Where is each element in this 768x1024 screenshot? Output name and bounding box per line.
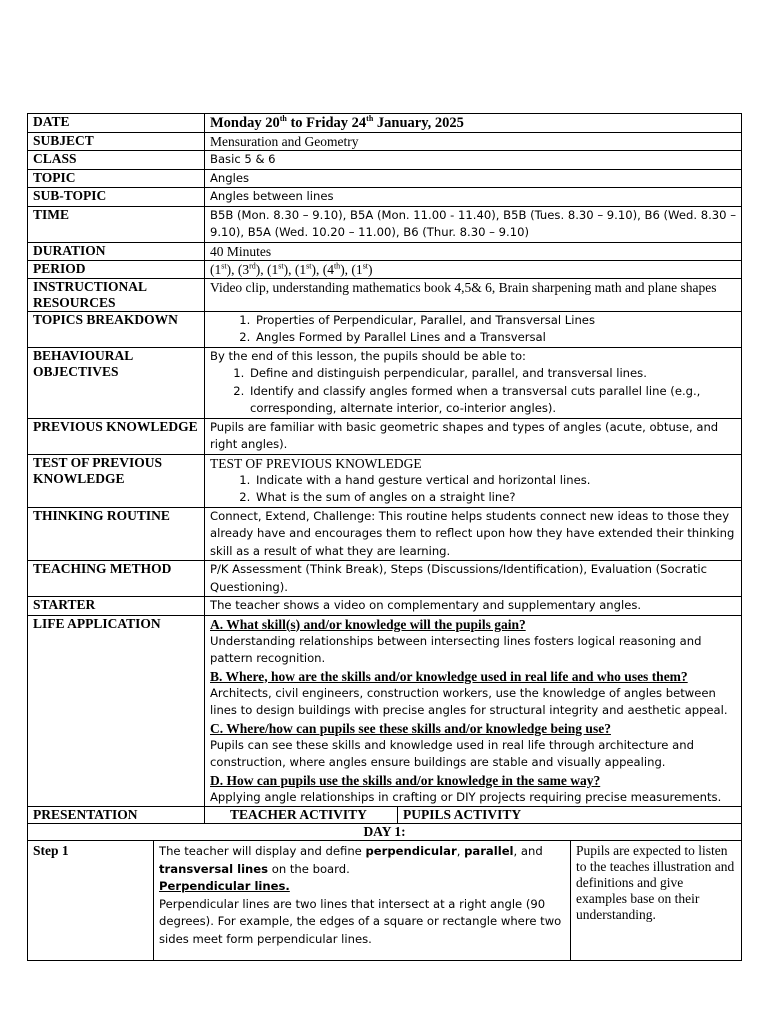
- step1-term-transversal: transversal lines: [159, 861, 269, 876]
- previous-label: PREVIOUS KNOWLEDGE: [28, 418, 205, 454]
- row-test: [28, 454, 742, 507]
- row-breakdown: [28, 311, 742, 347]
- test-heading: TEST OF PREVIOUS KNOWLEDGE: [210, 455, 422, 471]
- row-subject: [28, 133, 742, 151]
- row-starter: [28, 597, 742, 616]
- life-label: LIFE APPLICATION: [28, 615, 205, 807]
- topic-label: TOPIC: [28, 169, 205, 188]
- period-value: (1st), (3rd), (1st), (1st), (4th), (1st): [205, 260, 742, 278]
- row-day: [28, 824, 742, 841]
- row-period: [28, 260, 742, 278]
- row-step1: [28, 841, 742, 961]
- objectives-list: [210, 365, 736, 418]
- method-value: P/K Assessment (Think Break), Steps (Discussions/Identification), Evaluation (Socratic Questioning).: [205, 561, 742, 597]
- subtopic-value: Angles between lines: [205, 188, 742, 207]
- resources-value: Video clip, understanding mathematics book 4,5& 6, Brain sharpening math and plane shapes: [205, 278, 742, 311]
- life-question-b: B. Where, how are the skills and/or knowledge used in real life and who uses them?: [210, 668, 688, 684]
- thinking-value: Connect, Extend, Challenge: This routine helps students connect new ideas to those they already have and encourages them to reflect upon how they have extended their thinking skill as a result of what they are learning.: [205, 507, 742, 561]
- life-answer-a: Understanding relationships between intersecting lines fosters logical reasoning and pattern recognition.: [210, 633, 702, 665]
- breakdown-value: [205, 311, 742, 347]
- row-subtopic: [28, 188, 742, 207]
- thinking-label: THINKING ROUTINE: [28, 507, 205, 561]
- life-answer-c: Pupils can see these skills and knowledge used in real life through architecture and construction, where angles ensure buildings are stable and visually appealing.: [210, 737, 694, 769]
- breakdown-list: [210, 312, 736, 347]
- life-question-d: D. How can pupils use the skills and/or knowledge in the same way?: [210, 772, 601, 788]
- method-label: TEACHING METHOD: [28, 561, 205, 597]
- row-resources: [28, 278, 742, 311]
- step1-text-4: on the board.: [268, 861, 350, 876]
- test-value: [205, 454, 742, 507]
- row-time: [28, 206, 742, 242]
- subtopic-label: SUB-TOPIC: [28, 188, 205, 207]
- time-value: B5B (Mon. 8.30 – 9.10), B5A (Mon. 11.00 - 11.40), B5B (Tues. 8.30 – 9.10), B6 (Wed. 8.30 – 9.10), B5A (Wed. 10.20 – 11.00), B6 (Thur. 8.30 – 9.10): [205, 206, 742, 242]
- list-item: 1. Properties of Perpendicular, Parallel, and Transversal Lines: [254, 312, 736, 330]
- list-item: 2. Identify and classify angles formed when a transversal cuts parallel line (e.g., corresponding, alternate interior, co-interior angles).: [248, 383, 736, 418]
- subject-value: Mensuration and Geometry: [205, 133, 742, 151]
- step1-subhead: Perpendicular lines.: [159, 879, 290, 893]
- life-answer-b: Architects, civil engineers, construction workers, use the knowledge of angles between lines to design buildings with precise angles for structural integrity and aesthetic appeal.: [210, 685, 728, 717]
- step1-text-1: The teacher will display and define: [159, 844, 366, 858]
- step1-text-3: , and: [513, 844, 543, 858]
- list-item: 1. Define and distinguish perpendicular, parallel, and transversal lines.: [248, 365, 736, 383]
- objectives-label: BEHAVIOURAL OBJECTIVES: [28, 347, 205, 418]
- step1-pupils-activity: Pupils are expected to listen to the teaches illustration and definitions and give examples base on their understanding.: [571, 841, 742, 961]
- step1-term-parallel: parallel: [464, 844, 514, 858]
- step1-term-perpendicular: perpendicular: [365, 844, 457, 858]
- step1-body: Perpendicular lines are two lines that intersect at a right angle (90 degrees). For example, the edges of a square or rectangle where two sides meet form perpendicular lines.: [159, 896, 562, 946]
- objectives-intro: By the end of this lesson, the pupils should be able to:: [210, 348, 526, 363]
- presentation-label: PRESENTATION: [28, 807, 205, 824]
- life-question-a: A. What skill(s) and/or knowledge will the pupils gain?: [210, 616, 526, 632]
- period-label: PERIOD: [28, 260, 205, 278]
- topic-value: Angles: [205, 169, 742, 188]
- row-topic: [28, 169, 742, 188]
- lesson-plan-table: [27, 113, 742, 824]
- row-thinking: [28, 507, 742, 561]
- duration-label: DURATION: [28, 242, 205, 260]
- row-presentation: [28, 807, 742, 824]
- list-item: 2. What is the sum of angles on a straight line?: [254, 489, 736, 507]
- row-class: [28, 151, 742, 170]
- step1-text-2: ,: [456, 844, 465, 858]
- teacher-activity-header: TEACHER ACTIVITY: [205, 807, 398, 824]
- step1-teacher-activity: [154, 841, 571, 961]
- row-life: [28, 615, 742, 807]
- breakdown-label: TOPICS BREAKDOWN: [28, 311, 205, 347]
- lesson-plan: [27, 113, 741, 961]
- day-heading: DAY 1:: [28, 824, 742, 841]
- subject-label: SUBJECT: [28, 133, 205, 151]
- date-label: DATE: [28, 114, 205, 133]
- row-previous: [28, 418, 742, 454]
- life-answer-d: Applying angle relationships in crafting or DIY projects requiring precise measurements.: [210, 789, 722, 804]
- class-label: CLASS: [28, 151, 205, 170]
- starter-label: STARTER: [28, 597, 205, 616]
- resources-label: INSTRUCTIONAL RESOURCES: [28, 278, 205, 311]
- duration-value: 40 Minutes: [205, 242, 742, 260]
- pupils-activity-header: PUPILS ACTIVITY: [398, 807, 742, 824]
- row-method: [28, 561, 742, 597]
- row-duration: [28, 242, 742, 260]
- row-date: [28, 114, 742, 133]
- date-value: Monday 20th to Friday 24th January, 2025: [205, 114, 742, 133]
- day-table: [27, 824, 742, 961]
- life-question-c: C. Where/how can pupils see these skills and/or knowledge being use?: [210, 720, 611, 736]
- test-label: TEST OF PREVIOUS KNOWLEDGE: [28, 454, 205, 507]
- objectives-value: [205, 347, 742, 418]
- time-label: TIME: [28, 206, 205, 242]
- class-value: Basic 5 & 6: [205, 151, 742, 170]
- list-item: 1. Indicate with a hand gesture vertical and horizontal lines.: [254, 472, 736, 490]
- life-value: [205, 615, 742, 807]
- previous-value: Pupils are familiar with basic geometric shapes and types of angles (acute, obtuse, and right angles).: [205, 418, 742, 454]
- row-objectives: [28, 347, 742, 418]
- step1-label: Step 1: [28, 841, 154, 961]
- list-item: 2. Angles Formed by Parallel Lines and a Transversal: [254, 329, 736, 347]
- step1-intro: [159, 843, 565, 878]
- test-list: [210, 472, 736, 507]
- starter-value: The teacher shows a video on complementary and supplementary angles.: [205, 597, 742, 616]
